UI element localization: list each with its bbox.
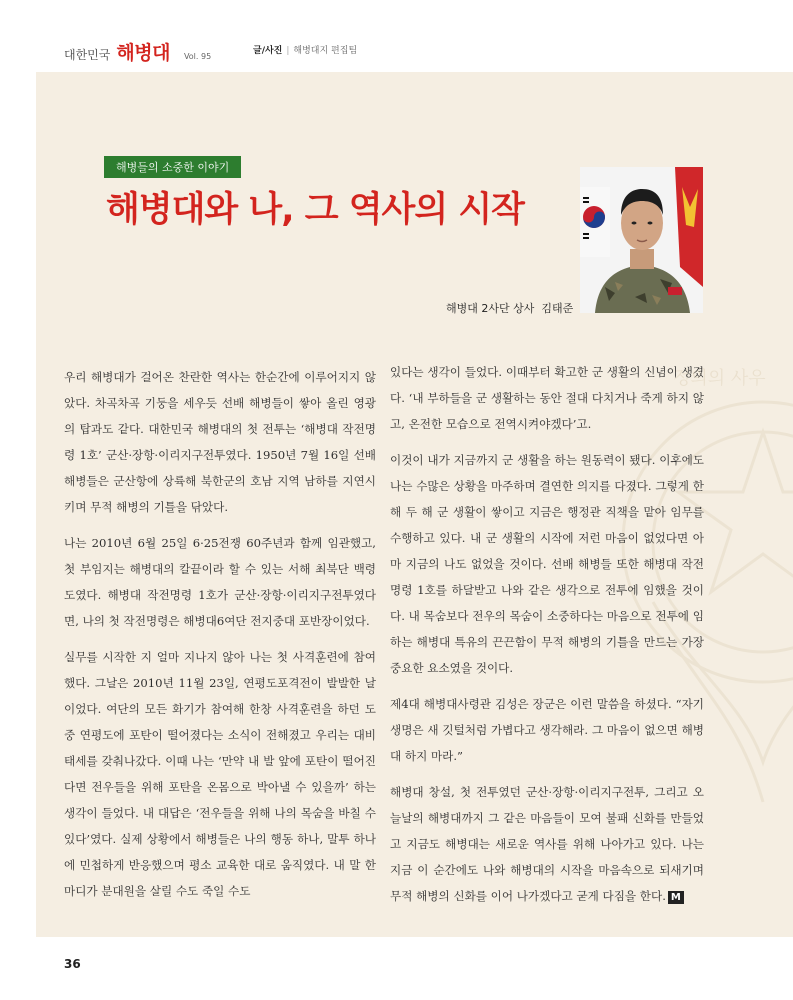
paragraph: 실무를 시작한 지 얼마 지나지 않아 나는 첫 사격훈련에 참여했다. 그날은 2010년 11월 23일, 연평도포격전이 발발한 날이었다. 여단의 모든 화기가 참여해 한창 사격훈련을 하던 도중 연평도에 포탄이 떨어졌다는 소식이 전해졌고 우리는 대비태세를 갖춰나갔다. 이때 나는 ‘만약 내 발 앞에 포탄이 떨어진다면 전우들을 위해 포탄을 온몸으로 박아낼 수 있을까’ 하는 생각이 들었다. 내 대답은 ‘전우들을 위해 나의 목숨을 바칠 수 있다’였다. 실제 상황에서 해병들은 나의 행동 하나, 말투 하나에 민첩하게 반응했으며 평소 교육한 대로 움직였다. 내 말 한마디가 분대원을 살릴 수도 죽일 수도 [64,650,376,898]
header-country: 대한민국 [64,48,111,62]
watermark-text: 정의의 사우 [673,368,766,389]
korean-flag-icon [580,187,610,257]
category-tag: 해병들의 소중한 이야기 [104,156,241,178]
end-mark-icon: M [668,891,684,904]
paragraph-final-text: 해병대 창설, 첫 전투였던 군산·장항·이리지구전투, 그리고 오늘날의 해병대까지 그 같은 마음들이 모여 불패 신화를 만들었고 지금도 해병대는 새로운 역사를 위해 나아가고 있다. 나는 지금 이 순간에도 나와 해병대의 시작을 마음속으로 되새기며 무적 해병의 신화를 이어 나가겠다고 굳게 다짐을 한다. [390,785,704,903]
paragraph: 제4대 해병대사령관 김성은 장군은 이런 말씀을 하셨다. “자기 생명은 새 깃털처럼 가볍다고 생각해라. 그 마음이 없으면 해병대 하지 마라.” [390,697,704,763]
credit-label: 글/사진 [253,46,283,56]
author-unit: 해병대 2사단 상사 [446,302,535,315]
paragraph: 이것이 내가 지금까지 군 생활을 하는 원동력이 됐다. 이후에도 나는 수많은 상황을 마주하며 결연한 의지를 다졌다. 그렇게 한 해 두 해 군 생활이 쌓이고 지금은 행정관 직책을 맡아 임무를 수행하고 있다. 내 군 생활의 시작에 저런 마음이 없었다면 아마 지금의 나도 없었을 것이다. 선배 해병들 또한 해병대 작전명령 1호를 하달받고 나와 같은 생각으로 전투에 임했을 것이다. 내 목숨보다 전우의 목숨이 소중하다는 마음으로 전투에 임하는 해병대 특유의 끈끈함이 무적 해병의 기틀을 만드는 가장 중요한 요소였을 것이다. [390,453,704,675]
credit-divider: | [286,46,290,56]
paragraph: 있다는 생각이 들었다. 이때부터 확고한 군 생활의 신념이 생겼다. ‘내 부하들을 군 생활하는 동안 절대 다치거나 죽게 하지 않고, 온전한 모습으로 전역시켜야겠다’고. [390,365,704,431]
page-number: 36 [64,957,81,971]
paragraph-final [390,779,704,909]
author-photo [580,167,703,313]
paragraph: 나는 2010년 6월 25일 6·25전쟁 60주년과 함께 임관했고, 첫 부임지는 해병대의 칼끝이라 할 수 있는 서해 최북단 백령도였다. 해병대 작전명령 1호가 군산·장항·이리지구전투였다면, 나의 첫 작전명령은 해병대6여단 전지중대 포반장이었다. [64,536,376,628]
paragraph: 우리 해병대가 걸어온 찬란한 역사는 한순간에 이루어지지 않았다. 차곡차곡 기둥을 세우듯 선배 해병들이 쌓아 올린 영광의 탑과도 같다. 대한민국 해병대의 첫 전투는 ‘해병대 작전명령 1호’ 군산·장항·이리지구전투였다. 1950년 7월 16일 선배 해병들은 군산항에 상륙해 북한군의 호남 지역 남하를 지연시키며 무적 해병의 기틀을 닦았다. [64,370,376,514]
page-header [0,0,793,72]
article-column-right [390,359,704,919]
header-credit [253,43,357,56]
article-column-left [64,364,376,914]
credit-value: 해병대지 편집팀 [293,46,358,56]
header-magazine-title: 해병대 [116,42,170,64]
author-byline [446,300,573,316]
header-volume: Vol. 95 [183,52,212,61]
magazine-brand [64,38,211,65]
article-panel [36,72,793,937]
author-name: 김태준 [541,302,574,315]
article-title: 해병대와 나, 그 역사의 시작 [106,190,524,230]
